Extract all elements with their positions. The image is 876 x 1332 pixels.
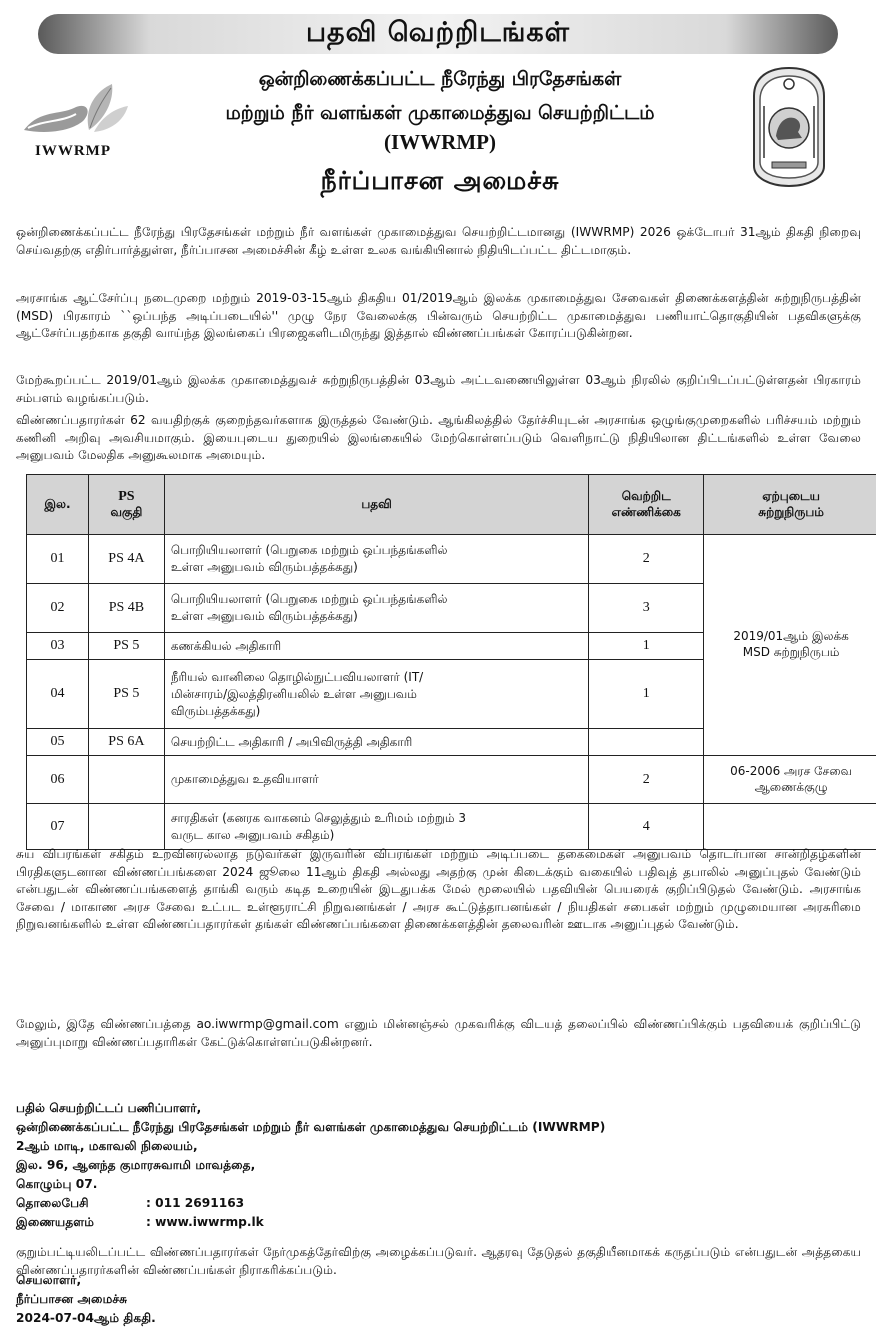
row-post-line: பொறியியலாளர் (பெறுகை மற்றும் ஒப்பந்தங்களில் [170, 592, 448, 606]
row-count: 3 [589, 584, 704, 633]
contact-line: இல. 96, ஆனந்த குமாரசுவாமி மாவத்தை, [16, 1158, 256, 1172]
row-post-line: சாரதிகள் (கனரக வாகனம் செலுத்தும் உரிமம் மற்றும் 3 [170, 810, 466, 825]
msd-circular-line1: 2019/01ஆம் இலக்க [733, 629, 849, 643]
website-label: இணையதளம் [16, 1215, 95, 1229]
row-post-line: வருட கால அனுபவம் சகிதம்) [170, 827, 335, 842]
msd-circular-line2: MSD சுற்றுநிருபம் [742, 645, 840, 659]
contact-line: ஒன்றிணைக்கப்பட்ட நீரேந்து பிரதேசங்கள் மற்றும் நீர் வளங்கள் முகாமைத்துவ செயற்றிட்டம் (IWWRMP) [16, 1120, 606, 1134]
row-count: 1 [589, 660, 704, 729]
row-post-line: நீரியல் வானிலை தொழில்நுட்பவியலாளர் (IT/ [170, 669, 424, 684]
table-row [27, 535, 876, 584]
project-acronym: (IWWRMP) [384, 130, 496, 154]
leaf-river-icon [14, 80, 132, 142]
row-no: 04 [27, 660, 89, 729]
row-no: 01 [27, 535, 89, 584]
eligibility-paragraph: விண்ணப்பதாரர்கள் 62 வயதிற்குக் குறைந்தவர்களாக இருத்தல் வேண்டும். ஆங்கிலத்தில் தேர்ச்சியுடன் அரசாங்க ஒழுங்குமுறைகளில் பரிச்சயம் மற்றும் கணினி அறிவு அவசியமாகும். இயைபுடைய துறையில் இலங்கையில் மேற்கொள்ளப்படும் வெளிநாட்டு நிதியிலான திட்டங்களில் உள்ள வேலை அனுபவம் மேலதிக அனுகூலமாக அமையும். [16, 413, 861, 462]
row-ps: PS 4B [88, 584, 164, 633]
row-count [589, 729, 704, 756]
signature-date: 2024-07-04ஆம் திகதி. [16, 1311, 156, 1325]
intro-paragraph: ஒன்றிணைக்கப்பட்ட நீரேந்து பிரதேசங்கள் மற்றும் நீர் வளங்கள் முகாமைத்துவ செயற்றிட்டமானது (IWWRMP) 2026 ஒக்டோபர் 31ஆம் திகதி நிறைவு செய்வதற்கு எதிர்பார்த்துள்ள, நீர்ப்பாசன அமைச்சின் கீழ் உள்ள உலக வங்கியினால் நிதியிடப்பட்ட திட்டமாகும். [16, 225, 861, 257]
iwwrmp-logo [14, 80, 132, 160]
psc-circular-line1: 06-2006 அரச சேவை [730, 763, 853, 778]
table-row [27, 756, 876, 804]
row-post [164, 584, 588, 633]
msd-circular-cell [704, 535, 876, 756]
row-post [164, 660, 588, 729]
row-post-line: உள்ள அனுபவம் விரும்பத்தக்கது) [170, 609, 358, 623]
psc-circular-line2: ஆணைக்குழு [754, 779, 828, 794]
vacancy-table [26, 474, 876, 850]
logo-text: IWWRMP [35, 143, 111, 159]
contact-line: கொழும்பு 07. [16, 1177, 98, 1191]
signature-block [16, 1261, 616, 1328]
row-no: 03 [27, 633, 89, 660]
table-row [27, 804, 876, 850]
website-value: : www.iwwrmp.lk [146, 1215, 264, 1229]
contact-address [16, 1099, 861, 1232]
row-post-line: கணக்கியல் அதிகாரி [170, 638, 282, 653]
contact-line: 2ஆம் மாடி, மகாவலி நிலையம், [16, 1139, 198, 1153]
banner-title: பதவி வெற்றிடங்கள் [305, 16, 571, 48]
row-ps [88, 804, 164, 850]
row-no: 05 [27, 729, 89, 756]
row-post [164, 756, 588, 804]
header-ps-line2: வகுதி [110, 504, 143, 519]
contact-line: பதில் செயற்றிட்டப் பணிப்பாளர், [16, 1101, 202, 1115]
row-post-line: செயற்றிட்ட அதிகாரி / அபிவிருத்தி அதிகாரி [170, 734, 413, 749]
signature-title: செயலாளர், [16, 1273, 82, 1287]
psc-circular-cell [704, 756, 876, 804]
header-circ-line1: ஏற்புடைய [762, 488, 820, 503]
row-count: 4 [589, 804, 704, 850]
header-vacancies [589, 475, 704, 535]
row-post [164, 633, 588, 660]
website-row [16, 1213, 861, 1232]
row-ps: PS 5 [88, 660, 164, 729]
application-paragraph: சுய விபரங்கள் சகிதம் உறவினரல்லாத நடுவர்கள் இருவரின் விபரங்கள் மற்றும் அடிப்படை தகைமைகள் அனுபவம் தொடர்பான சான்றிதழ்களின் பிரதிகளுடனான விண்ணப்பங்களை 2024 ஜூலை 11ஆம் திகதி அல்லது அதற்கு முன் கிடைக்கும் வகையில் பதிவுத் தபாலில் அனுப்புதல் வேண்டும் என்பதுடன் விண்ணப்பங்களைத் தாங்கி வரும் கடித உறையின் இடதுபக்க மேல் மூலையில் பதவியின் பெயரைக் குறிப்பிடுதல் வேண்டும். அரசாங்க சேவை / மாகாண அரச சேவை உட்பட உள்ளூராட்சி நிறுவனங்கள் / அரச கூட்டுத்தாபனங்கள் / நியதிகள் சபைகள் மற்றும் முழுமையான அரசுரிமை நிறுவனங்களில் உள்ள விண்ணப்பதாரர்கள் தங்கள் விண்ணப்பங்களை திணைக்களத்தின் தலைவரின் ஊடாக அனுப்புதல் வேண்டும். [16, 847, 861, 931]
row-ps [88, 756, 164, 804]
row-no: 02 [27, 584, 89, 633]
row-ps: PS 4A [88, 535, 164, 584]
phone-row [16, 1194, 861, 1213]
salary-paragraph: மேற்கூறப்பட்ட 2019/01ஆம் இலக்க முகாமைத்துவச் சுற்றுநிருபத்தின் 03ஆம் அட்டவணையிலுள்ள 03ஆம் நிரலில் குறிப்பிடப்பட்டுள்ளதன் பிரகாரம் சம்பளம் வழங்கப்படும். [16, 373, 861, 405]
header-no: இல. [27, 475, 89, 535]
row-post-line: பொறியியலாளர் (பெறுகை மற்றும் ஒப்பந்தங்களில் [170, 543, 448, 557]
shortlist-paragraph: குறும்பட்டியலிடப்பட்ட விண்ணப்பதாரர்கள் நேர்முகத்தேர்விற்கு அழைக்கப்படுவர். ஆதரவு தேடுதல் தகுதியீனமாகக் கருதப்படும் என்பதுடன் அத்தகைய விண்ணப்பதாரர்களின் விண்ணப்பங்கள் நிராகரிக்கப்படும். [16, 1245, 861, 1277]
recruitment-paragraph: அரசாங்க ஆட்சேர்ப்பு நடைமுறை மற்றும் 2019-03-15ஆம் திகதிய 01/2019ஆம் இலக்க முகாமைத்துவ சேவைகள் திணைக்களத்தின் சுற்றுநிருபத்தின் (MSD) பிரகாரம் ``ஒப்பந்த அடிப்படையில்'' முழு நேர வேலைக்கு பின்வரும் செயற்றிட்ட முகாமைத்துவ பணியாட்தொகுதியின் பதவிகளுக்கு ஆட்சேர்ப்பதற்காக தகுதி வாய்ந்த இலங்கைப் பிரஜைகளிடமிருந்து இத்தால் விண்ணப்பங்கள் கோரப்படுகின்றன. [16, 291, 861, 340]
header-ps-line1: PS [118, 488, 135, 504]
header-circular [704, 475, 876, 535]
ministry-name: நீர்ப்பாசன அமைச்சு [320, 166, 560, 195]
phone-label: தொலைபேசி [16, 1196, 89, 1210]
row-ps: PS 6A [88, 729, 164, 756]
header-post: பதவி [164, 475, 588, 535]
row-count: 2 [589, 535, 704, 584]
email-paragraph: மேலும், இதே விண்ணப்பத்தை ao.iwwrmp@gmail.com எனும் மின்னஞ்சல் முகவரிக்கு விடயத் தலைப்பில் விண்ணப்பிக்கும் பதவியைக் குறிப்பிட்டு அனுப்புமாறு விண்ணப்பதாரிகள் கேட்டுக்கொள்ளப்படுகின்றனர். [16, 1017, 861, 1049]
title-banner [38, 14, 838, 54]
row-post [164, 535, 588, 584]
row-post [164, 729, 588, 756]
empty-circular-cell [704, 804, 876, 850]
row-no: 06 [27, 756, 89, 804]
row-count: 2 [589, 756, 704, 804]
project-title-line2: மற்றும் நீர் வளங்கள் முகாமைத்துவ செயற்றிட்டம் [225, 102, 655, 124]
project-title-line1: ஒன்றிணைக்கப்பட்ட நீரேந்து பிரதேசங்கள் [258, 68, 622, 90]
row-post-line: விரும்பத்தக்கது) [170, 703, 261, 718]
table-header-row [27, 475, 876, 535]
sri-lanka-emblem-icon [748, 66, 830, 190]
row-no: 07 [27, 804, 89, 850]
phone-value: : 011 2691163 [146, 1196, 245, 1210]
signature-ministry: நீர்ப்பாசன அமைச்சு [16, 1292, 128, 1306]
row-post-line: உள்ள அனுபவம் விரும்பத்தக்கது) [170, 560, 358, 574]
header-circ-line2: சுற்றுநிருபம் [758, 504, 824, 519]
row-post-line: முகாமைத்துவ உதவியாளர் [170, 772, 319, 786]
header-ps [88, 475, 164, 535]
row-ps: PS 5 [88, 633, 164, 660]
row-post [164, 804, 588, 850]
header-vac-line2: எண்ணிக்கை [611, 504, 681, 519]
row-post-line: மின்சாரம்/இலத்திரனியலில் உள்ள அனுபவம் [170, 686, 417, 701]
header-vac-line1: வெற்றிட [621, 488, 671, 503]
row-count: 1 [589, 633, 704, 660]
